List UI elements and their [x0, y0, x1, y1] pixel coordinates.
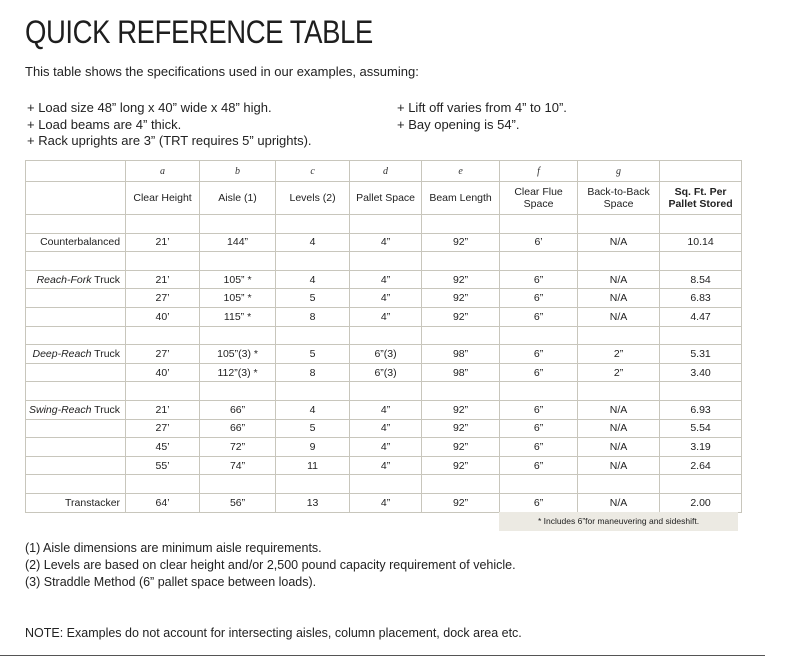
- empty-cell: [200, 326, 276, 345]
- empty-cell: [200, 252, 276, 271]
- table-cell: 27’: [126, 419, 200, 438]
- empty-cell: [26, 438, 126, 457]
- column-letter: d: [350, 161, 422, 182]
- empty-cell: [26, 182, 126, 215]
- spacer-row: [26, 215, 742, 234]
- table-cell: 40’: [126, 363, 200, 382]
- empty-cell: [350, 215, 422, 234]
- table-cell: 4”: [350, 233, 422, 252]
- table-cell: 10.14: [660, 233, 742, 252]
- empty-cell: [660, 326, 742, 345]
- truck-type-text: Truck: [91, 347, 121, 360]
- table-cell: 4.47: [660, 307, 742, 326]
- table-cell: 4”: [350, 438, 422, 457]
- empty-cell: [578, 382, 660, 401]
- empty-cell: [500, 215, 578, 234]
- table-cell: 8.54: [660, 270, 742, 289]
- table-row: [26, 345, 742, 364]
- truck-type-italic: Swing-Reach: [29, 403, 92, 416]
- spacer-row: [26, 252, 742, 271]
- empty-cell: [500, 382, 578, 401]
- table-cell: 2.64: [660, 456, 742, 475]
- table-cell: 92”: [422, 419, 500, 438]
- table-cell: 6”: [500, 438, 578, 457]
- table-cell: 98”: [422, 363, 500, 382]
- table-cell: 4”: [350, 419, 422, 438]
- column-letter: b: [200, 161, 276, 182]
- empty-cell: [200, 475, 276, 494]
- table-cell: 40’: [126, 307, 200, 326]
- table-cell: 45’: [126, 438, 200, 457]
- table-cell: 3.19: [660, 438, 742, 457]
- table-cell: 5: [276, 289, 350, 308]
- table-cell: 144”: [200, 233, 276, 252]
- note-item: (3) Straddle Method (6” pallet space between loads).: [25, 575, 317, 589]
- spacer-row: [26, 326, 742, 345]
- truck-type-text: Transtacker: [65, 496, 121, 509]
- table-cell: N/A: [578, 289, 660, 308]
- empty-cell: [350, 475, 422, 494]
- empty-cell: [26, 382, 126, 401]
- truck-type-label: [26, 400, 126, 419]
- column-header: Back-to-Back Space: [578, 182, 660, 215]
- table-cell: 6”: [500, 456, 578, 475]
- header-row: [26, 182, 742, 215]
- table-row: [26, 363, 742, 382]
- column-letter: c: [276, 161, 350, 182]
- empty-cell: [26, 307, 126, 326]
- column-letter: a: [126, 161, 200, 182]
- empty-cell: [422, 382, 500, 401]
- table-cell: N/A: [578, 307, 660, 326]
- column-header: Clear Flue Space: [500, 182, 578, 215]
- empty-cell: [276, 475, 350, 494]
- table-cell: 8: [276, 307, 350, 326]
- table-cell: 64’: [126, 493, 200, 512]
- table-cell: 9: [276, 438, 350, 457]
- table-cell: 4”: [350, 307, 422, 326]
- table-cell: N/A: [578, 438, 660, 457]
- truck-type-text: Counterbalanced: [40, 236, 121, 249]
- empty-cell: [350, 382, 422, 401]
- column-letter-row: [26, 161, 742, 182]
- table-cell: 66”: [200, 400, 276, 419]
- table-cell: 21’: [126, 400, 200, 419]
- table-cell: 8: [276, 363, 350, 382]
- empty-cell: [126, 215, 200, 234]
- empty-cell: [500, 326, 578, 345]
- empty-cell: [26, 475, 126, 494]
- empty-cell: [500, 252, 578, 271]
- table-notes: [25, 540, 516, 591]
- empty-cell: [26, 161, 126, 182]
- empty-cell: [660, 215, 742, 234]
- empty-cell: [200, 215, 276, 234]
- note-item: (2) Levels are based on clear height and/or 2,500 pound capacity requirement of vehicle.: [25, 558, 516, 572]
- empty-cell: [500, 475, 578, 494]
- empty-cell: [578, 215, 660, 234]
- table-cell: 56”: [200, 493, 276, 512]
- table-cell: 4: [276, 270, 350, 289]
- table-cell: 2”: [578, 345, 660, 364]
- empty-cell: [660, 161, 742, 182]
- column-letter: f: [500, 161, 578, 182]
- empty-cell: [26, 252, 126, 271]
- table-row: [26, 289, 742, 308]
- table-cell: 4”: [350, 456, 422, 475]
- table-row: [26, 419, 742, 438]
- table-cell: 4: [276, 233, 350, 252]
- empty-cell: [200, 382, 276, 401]
- empty-cell: [422, 475, 500, 494]
- table-cell: 4”: [350, 493, 422, 512]
- table-cell: 2”: [578, 363, 660, 382]
- empty-cell: [276, 215, 350, 234]
- table-cell: 5: [276, 419, 350, 438]
- assumptions-right: [397, 100, 567, 133]
- empty-cell: [578, 252, 660, 271]
- empty-cell: [578, 475, 660, 494]
- table-cell: N/A: [578, 400, 660, 419]
- table-cell: 105” *: [200, 270, 276, 289]
- table-cell: 13: [276, 493, 350, 512]
- table-cell: 21’: [126, 233, 200, 252]
- empty-cell: [126, 382, 200, 401]
- table-cell: 27’: [126, 345, 200, 364]
- empty-cell: [126, 475, 200, 494]
- table-cell: 4”: [350, 289, 422, 308]
- empty-cell: [126, 252, 200, 271]
- table-cell: 92”: [422, 400, 500, 419]
- truck-type-italic: Reach-Fork: [36, 273, 92, 286]
- table-cell: 98”: [422, 345, 500, 364]
- table-cell: 6”(3): [350, 345, 422, 364]
- truck-type-text: Truck: [91, 403, 121, 416]
- empty-cell: [660, 382, 742, 401]
- bottom-divider: [0, 655, 765, 656]
- empty-cell: [276, 382, 350, 401]
- intro-text: This table shows the specifications used in our examples, assuming:: [25, 64, 419, 79]
- table-cell: 72”: [200, 438, 276, 457]
- assumptions-left: [27, 100, 312, 150]
- table-cell: 112”(3) *: [200, 363, 276, 382]
- table-cell: 6’: [500, 233, 578, 252]
- assumption-item: + Rack uprights are 3” (TRT requires 5” uprights).: [27, 133, 312, 148]
- table-cell: 92”: [422, 307, 500, 326]
- page-title: QUICK REFERENCE TABLE: [25, 14, 373, 50]
- empty-cell: [26, 289, 126, 308]
- column-header: Levels (2): [276, 182, 350, 215]
- table-cell: N/A: [578, 233, 660, 252]
- column-header: Aisle (1): [200, 182, 276, 215]
- table-cell: N/A: [578, 270, 660, 289]
- table-cell: 6.93: [660, 400, 742, 419]
- truck-type-text: Truck: [91, 273, 121, 286]
- empty-cell: [660, 252, 742, 271]
- truck-type-label: [26, 233, 126, 252]
- reference-table: [25, 160, 742, 513]
- empty-cell: [26, 326, 126, 345]
- assumption-item: + Load size 48” long x 40” wide x 48” high.: [27, 100, 272, 115]
- truck-type-label: [26, 345, 126, 364]
- table-cell: 6”: [500, 307, 578, 326]
- table-cell: 115” *: [200, 307, 276, 326]
- table-row: [26, 400, 742, 419]
- empty-cell: [26, 419, 126, 438]
- table-cell: 6”: [500, 493, 578, 512]
- table-cell: 6.83: [660, 289, 742, 308]
- table-cell: 92”: [422, 289, 500, 308]
- empty-cell: [26, 363, 126, 382]
- empty-cell: [422, 252, 500, 271]
- final-note: NOTE: Examples do not account for intersecting aisles, column placement, dock area etc.: [25, 626, 522, 640]
- table-row: [26, 307, 742, 326]
- column-header: Pallet Space: [350, 182, 422, 215]
- table-cell: 6”: [500, 400, 578, 419]
- table-cell: 4”: [350, 400, 422, 419]
- assumption-item: + Bay opening is 54”.: [397, 116, 520, 132]
- table-cell: 92”: [422, 438, 500, 457]
- table-cell: N/A: [578, 456, 660, 475]
- table-cell: 92”: [422, 233, 500, 252]
- table-cell: N/A: [578, 419, 660, 438]
- table-cell: 3.40: [660, 363, 742, 382]
- table-cell: 4”: [350, 270, 422, 289]
- truck-type-label: [26, 493, 126, 512]
- column-header: Clear Height: [126, 182, 200, 215]
- table-cell: 74”: [200, 456, 276, 475]
- empty-cell: [422, 326, 500, 345]
- column-letter: e: [422, 161, 500, 182]
- table-cell: 6”: [500, 345, 578, 364]
- truck-type-label: [26, 270, 126, 289]
- table-cell: 2.00: [660, 493, 742, 512]
- table-cell: 6”: [500, 289, 578, 308]
- table-cell: 105”(3) *: [200, 345, 276, 364]
- table-cell: 6”: [500, 363, 578, 382]
- table-cell: 4: [276, 400, 350, 419]
- empty-cell: [660, 475, 742, 494]
- table-cell: 92”: [422, 270, 500, 289]
- empty-cell: [26, 456, 126, 475]
- table-row: [26, 456, 742, 475]
- note-item: (1) Aisle dimensions are minimum aisle requirements.: [25, 541, 322, 555]
- truck-type-italic: Deep-Reach: [32, 347, 92, 360]
- table-row: [26, 438, 742, 457]
- table-cell: 55’: [126, 456, 200, 475]
- column-header: Sq. Ft. Per Pallet Stored: [660, 182, 742, 215]
- column-letter: g: [578, 161, 660, 182]
- empty-cell: [350, 326, 422, 345]
- spacer-row: [26, 475, 742, 494]
- spacer-row: [26, 382, 742, 401]
- empty-cell: [276, 252, 350, 271]
- table-cell: N/A: [578, 493, 660, 512]
- empty-cell: [26, 215, 126, 234]
- empty-cell: [276, 326, 350, 345]
- empty-cell: [350, 252, 422, 271]
- table-cell: 6”: [500, 419, 578, 438]
- empty-cell: [578, 326, 660, 345]
- table-cell: 105” *: [200, 289, 276, 308]
- table-row: [26, 270, 742, 289]
- table-cell: 6”(3): [350, 363, 422, 382]
- table-row: [26, 233, 742, 252]
- table-cell: 5.54: [660, 419, 742, 438]
- column-header: Beam Length: [422, 182, 500, 215]
- table-cell: 6”: [500, 270, 578, 289]
- table-row: [26, 493, 742, 512]
- empty-cell: [422, 215, 500, 234]
- table-cell: 5: [276, 345, 350, 364]
- asterisk-footnote: * Includes 6”for maneuvering and sideshift.: [499, 512, 738, 531]
- table-cell: 92”: [422, 493, 500, 512]
- table-cell: 5.31: [660, 345, 742, 364]
- table-cell: 11: [276, 456, 350, 475]
- table-cell: 27’: [126, 289, 200, 308]
- empty-cell: [126, 326, 200, 345]
- table-cell: 66”: [200, 419, 276, 438]
- table-cell: 92”: [422, 456, 500, 475]
- assumption-item: + Lift off varies from 4” to 10”.: [397, 100, 567, 115]
- table-cell: 21’: [126, 270, 200, 289]
- assumption-item: + Load beams are 4” thick.: [27, 116, 182, 132]
